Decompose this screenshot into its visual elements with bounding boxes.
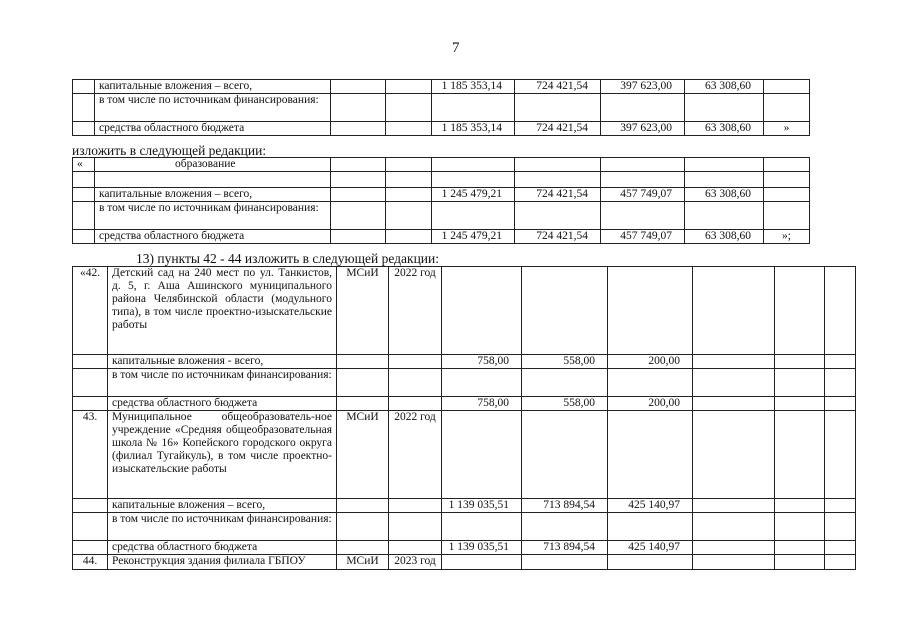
table-row: [73, 555, 856, 570]
value-cell: 397 623,00: [601, 122, 685, 136]
instruction-text-2: 13) пункты 42 - 44 изложить в следующей редакции:: [136, 251, 439, 266]
responsible-org: МСиИ: [337, 411, 389, 499]
table-row: [73, 411, 856, 499]
value-cell: 425 140,97: [608, 499, 693, 513]
value-cell: 425 140,97: [608, 541, 693, 555]
table-row: [73, 172, 810, 188]
table-row: [73, 267, 856, 355]
value-cell: 63 308,60: [685, 80, 764, 94]
value-cell: 558,00: [522, 397, 608, 411]
value-cell: 457 749,07: [601, 230, 685, 244]
responsible-org: МСиИ: [337, 555, 389, 570]
item-description: Детский сад на 240 мест по ул. Танкистов, д. 5, г. Аша Ашинского муниципального района Челябинской области (модульного типа), в том числе проектно-изыскательские работы: [108, 267, 337, 355]
row-label: средства областного бюджета: [95, 230, 331, 244]
year-cell: 2023 год: [389, 555, 442, 570]
table-row: [73, 188, 810, 202]
year-cell: 2022 год: [389, 411, 442, 499]
item-number: «42.: [73, 267, 108, 355]
table-row: [73, 397, 856, 411]
instruction-text-1: изложить в следующей редакции:: [72, 143, 267, 158]
row-label: капитальные вложения – всего,: [95, 80, 331, 94]
row-label: капитальные вложения – всего,: [95, 188, 331, 202]
table-row: [73, 94, 810, 122]
table-items-42-44: [72, 266, 856, 570]
value-cell: 724 421,54: [515, 188, 601, 202]
value-cell: 457 749,07: [601, 188, 685, 202]
value-cell: 1 245 479,21: [432, 230, 515, 244]
value-cell: 713 894,54: [522, 499, 608, 513]
year-cell: 2022 год: [389, 267, 442, 355]
table-row: [73, 369, 856, 397]
page-number: 7: [452, 40, 460, 56]
table-row: [73, 80, 810, 94]
value-cell: 758,00: [442, 355, 522, 369]
value-cell: 1 185 353,14: [432, 122, 515, 136]
row-label: в том числе по источникам финансирования:: [95, 202, 331, 230]
row-label: капитальные вложения – всего,: [108, 499, 337, 513]
table-row: [73, 541, 856, 555]
table-row: [73, 202, 810, 230]
item-description: Реконструкция здания филиала ГБПОУ: [108, 555, 337, 570]
item-number: 43.: [73, 411, 108, 499]
table-row: [73, 230, 810, 244]
value-cell: 1 139 035,51: [442, 541, 522, 555]
value-cell: 724 421,54: [515, 80, 601, 94]
table-fragment-2: [72, 157, 810, 244]
row-label: в том числе по источникам финансирования:: [95, 94, 331, 122]
row-label: образование: [95, 158, 331, 172]
table-row: [73, 499, 856, 513]
value-cell: 63 308,60: [685, 188, 764, 202]
value-cell: 724 421,54: [515, 230, 601, 244]
row-label: в том числе по источникам финансирования:: [108, 369, 337, 397]
closing-quote: »;: [764, 230, 810, 244]
item-number: 44.: [73, 555, 108, 570]
value-cell: 1 139 035,51: [442, 499, 522, 513]
table-row: [73, 158, 810, 172]
table-row: [73, 513, 856, 541]
item-description: Муниципальное общеобразователь-ное учреждение «Средняя общеобразовательная школа № 16» Копейского городского округа (филиал Тугайкуль), в том числе проектно-изыскательские работы: [108, 411, 337, 499]
value-cell: 397 623,00: [601, 80, 685, 94]
value-cell: 713 894,54: [522, 541, 608, 555]
row-label: средства областного бюджета: [108, 397, 337, 411]
table-row: [73, 355, 856, 369]
value-cell: 758,00: [442, 397, 522, 411]
value-cell: 724 421,54: [515, 122, 601, 136]
value-cell: 200,00: [608, 355, 693, 369]
row-label: в том числе по источникам финансирования:: [108, 513, 337, 541]
value-cell: 558,00: [522, 355, 608, 369]
row-label: капитальные вложения - всего,: [108, 355, 337, 369]
value-cell: 1 245 479,21: [432, 188, 515, 202]
value-cell: 63 308,60: [685, 122, 764, 136]
closing-quote: »: [764, 122, 810, 136]
opening-quote: «: [73, 158, 95, 172]
row-label: средства областного бюджета: [95, 122, 331, 136]
row-label: средства областного бюджета: [108, 541, 337, 555]
responsible-org: МСиИ: [337, 267, 389, 355]
value-cell: 63 308,60: [685, 230, 764, 244]
value-cell: 1 185 353,14: [432, 80, 515, 94]
table-fragment-1: [72, 79, 810, 136]
value-cell: 200,00: [608, 397, 693, 411]
table-row: [73, 122, 810, 136]
